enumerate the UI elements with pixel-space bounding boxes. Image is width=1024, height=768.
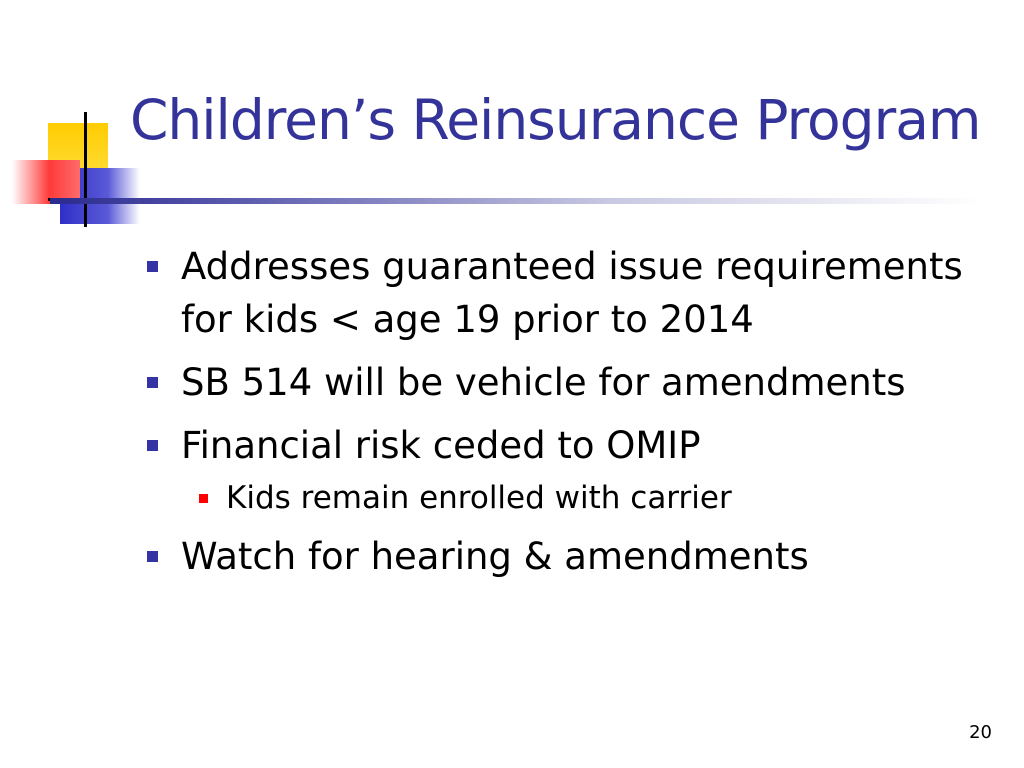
bullet-square-icon: [147, 551, 158, 562]
bullet-item: [143, 419, 993, 472]
slide-page-number: 20: [969, 722, 992, 743]
sub-bullet-square-icon: [199, 494, 208, 503]
sub-bullet-text: Kids remain enrolled with carrier: [226, 480, 732, 516]
bullet-item: [143, 356, 993, 409]
bullet-square-icon: [147, 440, 158, 451]
bullet-square-icon: [147, 261, 158, 272]
bullet-item: [143, 240, 993, 346]
bullet-text: Addresses guaranteed issue requirements for kids < age 19 prior to 2014: [181, 245, 963, 341]
bullet-text: Watch for hearing & amendments: [181, 535, 809, 578]
bullet-item: [143, 530, 993, 583]
bullet-text: Financial risk ceded to OMIP: [181, 424, 701, 467]
bullet-text: SB 514 will be vehicle for amendments: [181, 361, 906, 404]
sub-bullet-item: [181, 476, 993, 520]
bullet-square-icon: [147, 377, 158, 388]
bullet-list: [143, 240, 993, 593]
title-underline: [50, 198, 980, 204]
slide-title: Children’s Reinsurance Program: [130, 88, 981, 152]
